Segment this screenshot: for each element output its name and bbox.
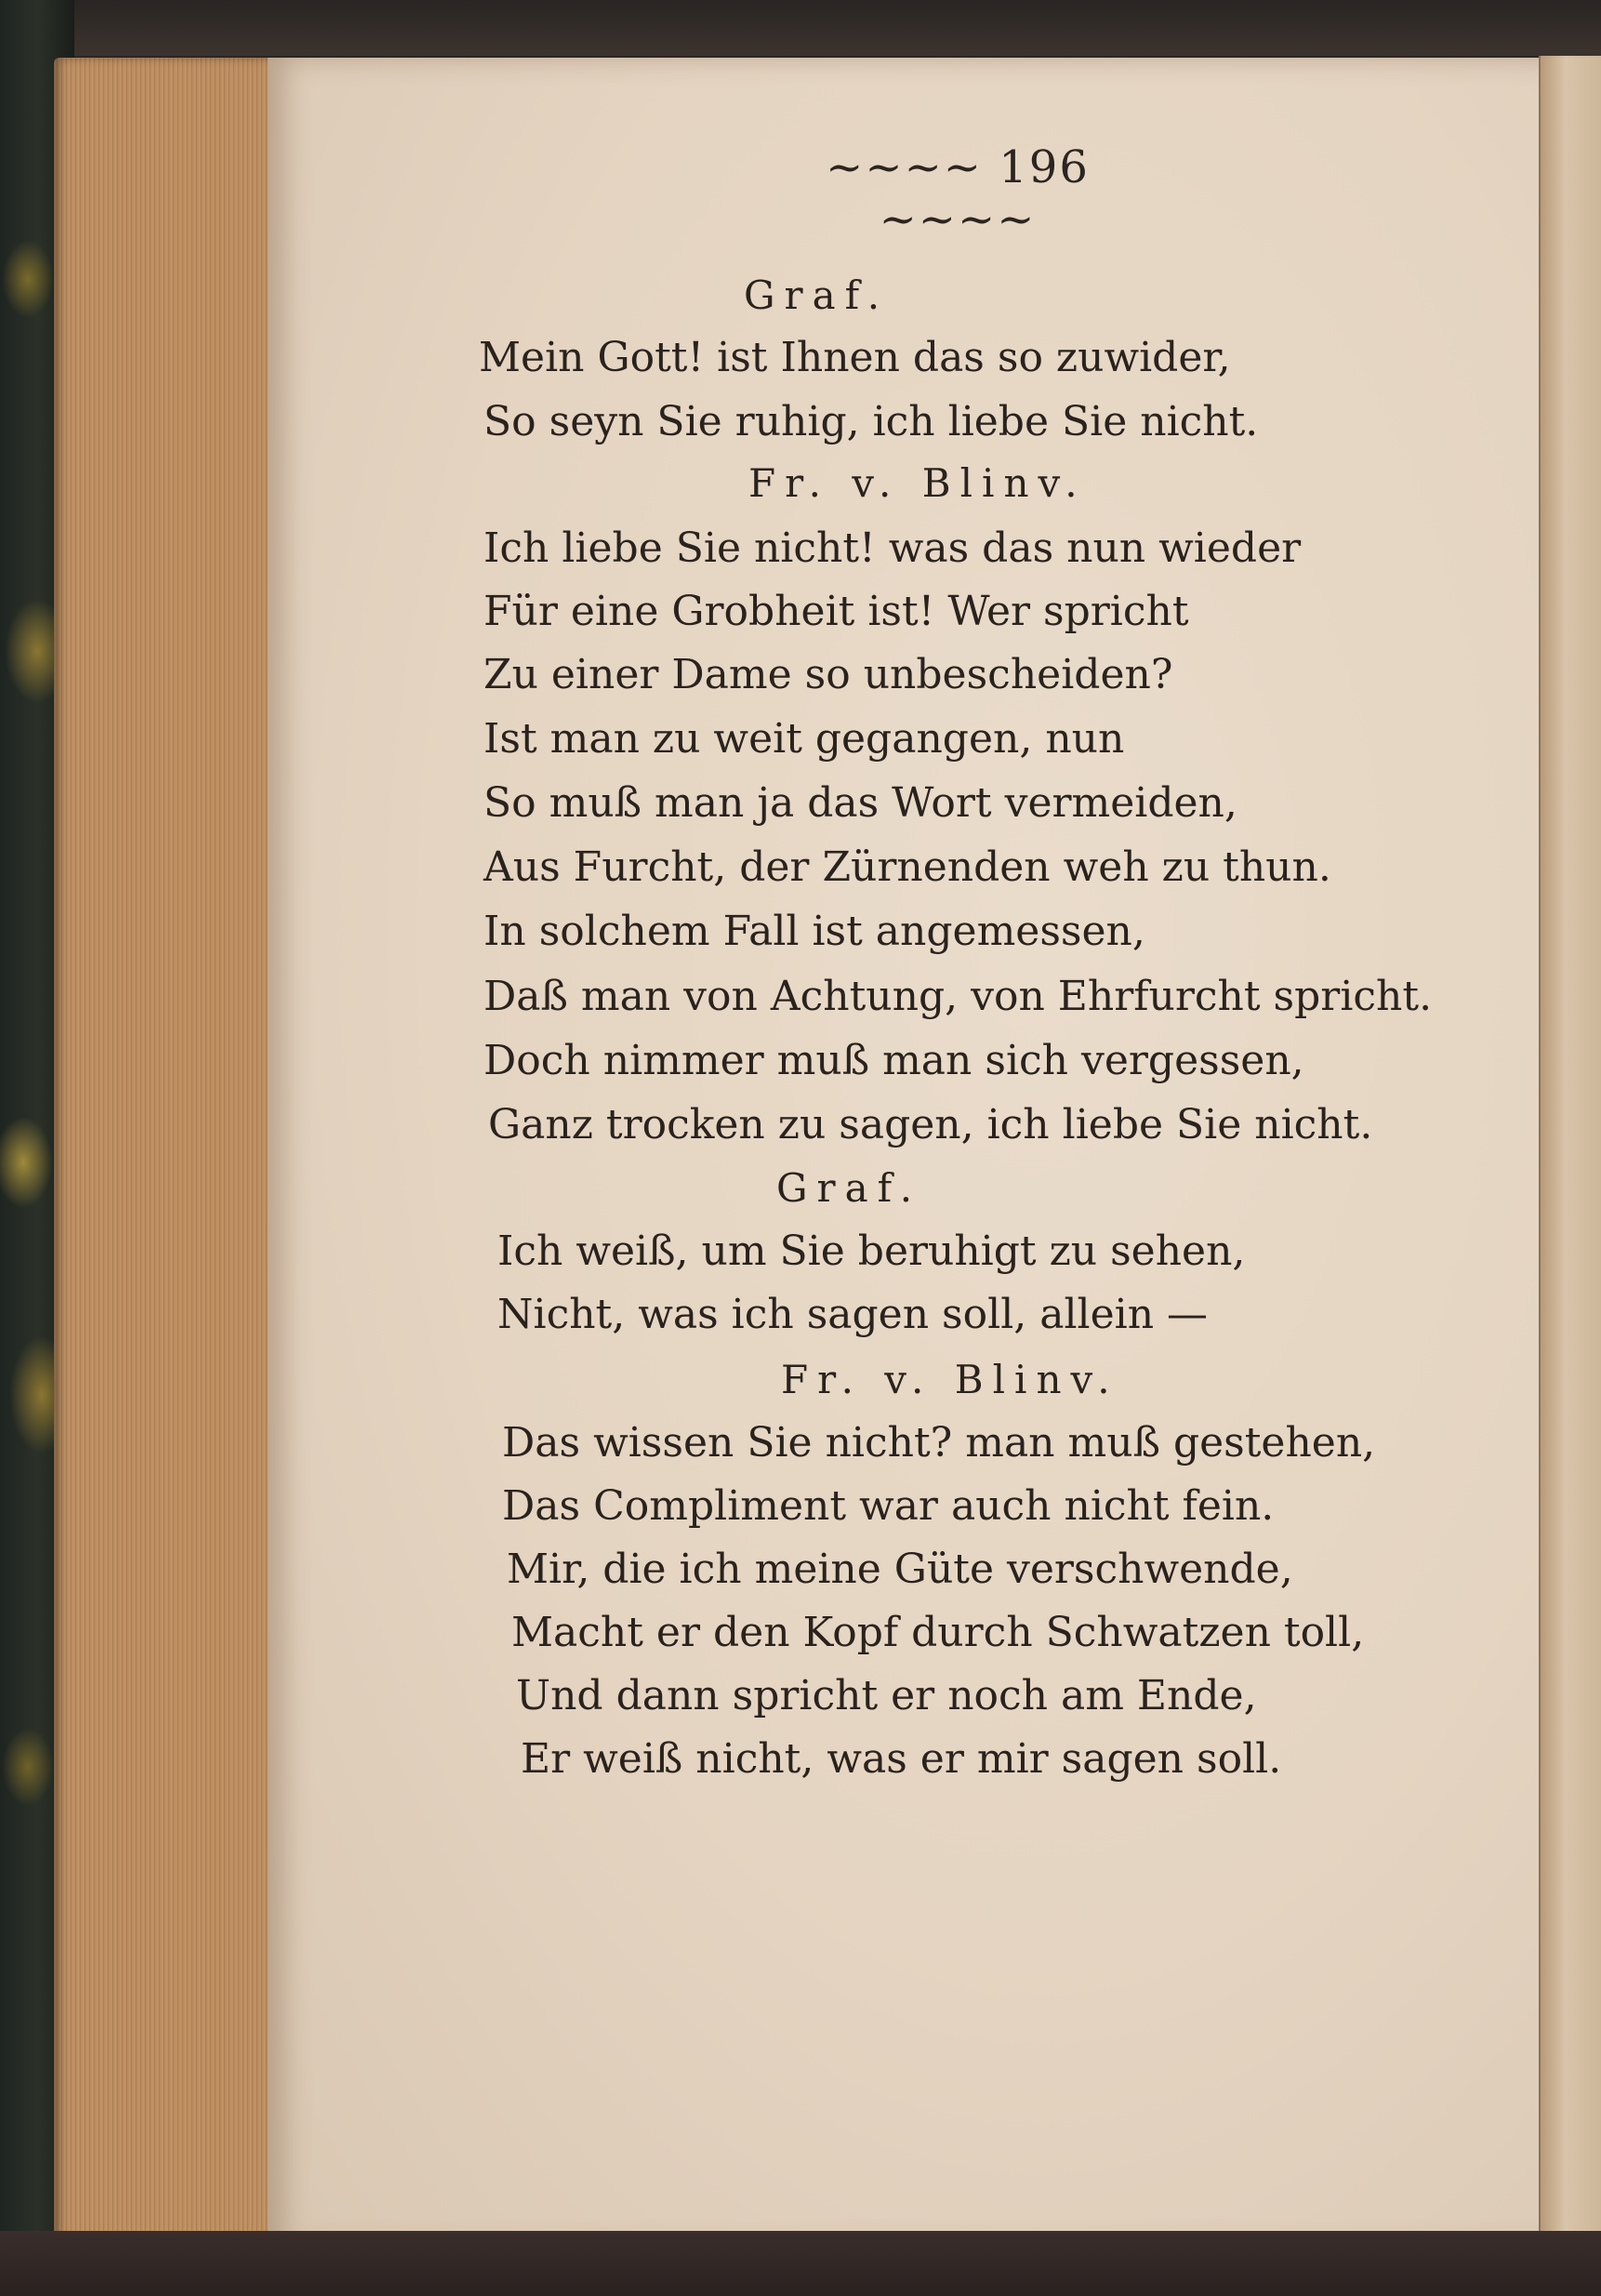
speaker-label: Fr. v. Blinv. (748, 460, 1087, 506)
verse-line: Ist man zu weit gegangen, nun (483, 715, 1125, 763)
verse-line: Das Compliment war auch nicht fein. (502, 1482, 1275, 1530)
page-edges (54, 58, 298, 2248)
book-page (268, 58, 1551, 2248)
book-top-edge (0, 0, 1601, 56)
verse-line: Er weiß nicht, was er mir sagen soll. (521, 1735, 1282, 1783)
verse-line: So seyn Sie ruhig, ich liebe Sie nicht. (483, 398, 1259, 445)
verse-line: Doch nimmer muß man sich vergessen, (483, 1037, 1304, 1084)
verse-line: So muß man ja das Wort vermeiden, (483, 779, 1237, 827)
speaker-label: Fr. v. Blinv. (781, 1357, 1119, 1402)
verse-line: Daß man von Achtung, von Ehrfurcht spricht. (483, 973, 1433, 1020)
page-number-header: ~~~~ 196 ~~~~ (826, 141, 1090, 246)
verse-line: In solchem Fall ist angemessen, (483, 908, 1145, 955)
verse-line: Nicht, was ich sagen soll, allein — (497, 1291, 1209, 1338)
verse-line: Das wissen Sie nicht? man muß gestehen, (502, 1419, 1376, 1467)
verse-line: Ich weiß, um Sie beruhigt zu sehen, (497, 1228, 1246, 1275)
verse-line: Mein Gott! ist Ihnen das so zuwider, (479, 334, 1231, 381)
verse-line: Und dann spricht er noch am Ende, (516, 1672, 1257, 1719)
verse-line: Mir, die ich meine Güte verschwende, (507, 1546, 1293, 1593)
speaker-label: Graf. (744, 272, 890, 318)
speaker-label: Graf. (776, 1165, 922, 1211)
book-bottom-edge (0, 2231, 1601, 2296)
verse-line: Ich liebe Sie nicht! was das nun wieder (483, 524, 1302, 572)
verse-line: Macht er den Kopf durch Schwatzen toll, (511, 1609, 1365, 1656)
facing-page-edge (1539, 56, 1601, 2250)
verse-line: Für eine Grobheit ist! Wer spricht (483, 588, 1189, 635)
verse-line: Zu einer Dame so unbescheiden? (483, 651, 1173, 698)
verse-line: Aus Furcht, der Zürnenden weh zu thun. (483, 843, 1331, 891)
verse-line: Ganz trocken zu sagen, ich liebe Sie nicht. (488, 1101, 1373, 1148)
